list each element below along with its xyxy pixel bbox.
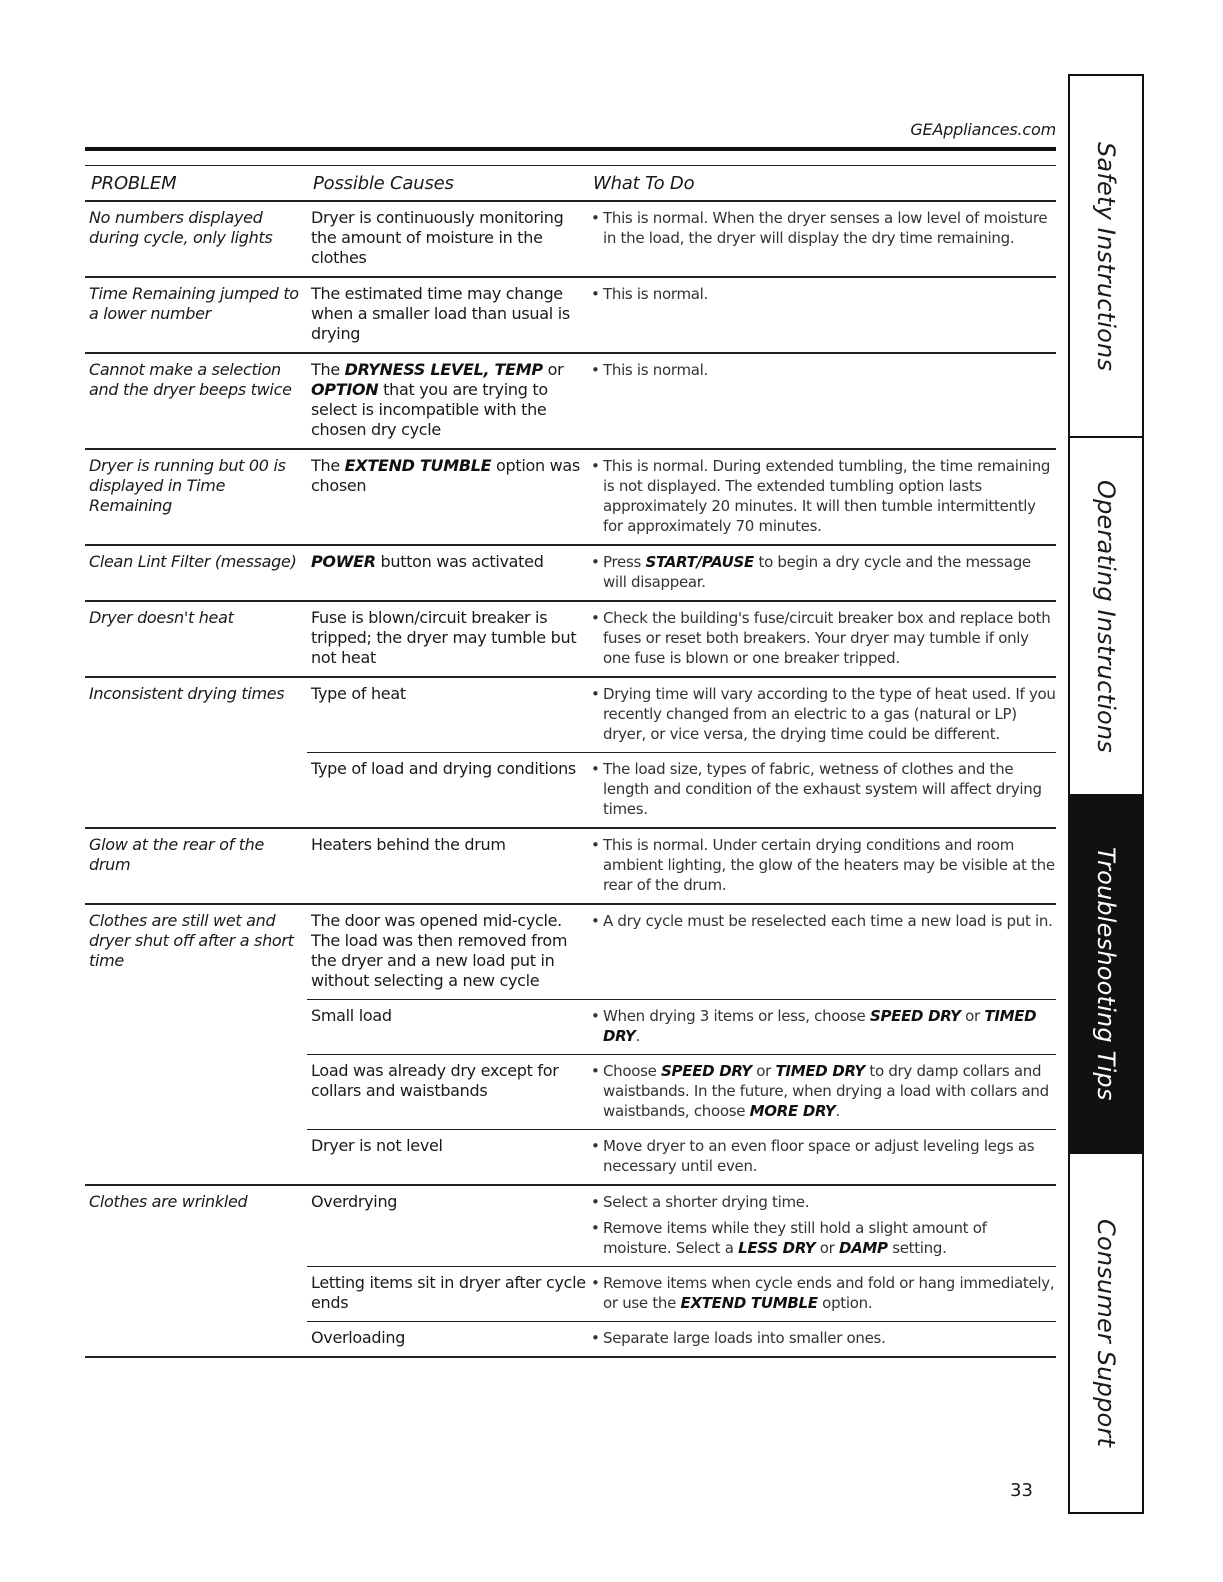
cause-row	[307, 752, 1056, 827]
todo-bullet	[591, 1061, 1056, 1121]
table-body	[85, 202, 1056, 1358]
emphasis-text: OPTION	[311, 380, 379, 399]
cause-cell: Fuse is blown/circuit breaker is tripped; the dryer may tumble but not heat	[311, 608, 577, 667]
table-row	[85, 278, 1056, 354]
plain-text: or	[751, 1062, 776, 1080]
causes-column	[307, 546, 1056, 600]
plain-text: or	[542, 360, 564, 379]
plain-text: or	[815, 1239, 839, 1257]
tab-safety-instructions[interactable]	[1070, 76, 1142, 438]
problem-cell: Dryer doesn't heat	[89, 608, 234, 627]
emphasis-text: DRYNESS LEVEL, TEMP	[344, 360, 543, 379]
cause-row	[307, 1266, 1056, 1321]
cause-row	[307, 546, 1056, 600]
tab-operating-instructions[interactable]	[1070, 438, 1142, 794]
cause-row	[307, 999, 1056, 1054]
table-row	[85, 546, 1056, 602]
todo-bullet	[591, 1006, 1056, 1046]
plain-text: Choose	[603, 1062, 662, 1080]
cause-row	[307, 905, 1056, 999]
plain-text: When drying 3 items or less, choose	[603, 1007, 870, 1025]
cause-row	[307, 202, 1056, 276]
table-row	[85, 1186, 1056, 1358]
todo-bullet	[591, 1218, 1056, 1258]
emphasis-text: DAMP	[838, 1239, 888, 1257]
problem-cell: Dryer is running but 00 is displayed in Time Remaining	[89, 456, 286, 515]
emphasis-text: EXTEND TUMBLE	[680, 1294, 818, 1312]
causes-column	[307, 1186, 1056, 1356]
todo-bullet: • Move dryer to an even floor space or adjust leveling legs as necessary until even.	[591, 1136, 1056, 1176]
todo-bullet: • This is normal. When the dryer senses a low level of moisture in the load, the dryer will display the dry time remaining.	[591, 208, 1056, 248]
plain-text: Press	[603, 553, 646, 571]
cause-cell: Type of load and drying conditions	[311, 759, 576, 778]
todo-cell	[587, 546, 1056, 600]
emphasis-text: LESS DRY	[738, 1239, 816, 1257]
tab-label: Operating Instructions	[1092, 479, 1120, 753]
causes-column	[307, 602, 1056, 676]
emphasis-text: TIMED DRY	[603, 1007, 1037, 1045]
todo-cell	[587, 1267, 1056, 1321]
todo-bullet: • This is normal.	[591, 284, 1056, 304]
plain-text: Remove items when cycle ends and fold or hang immediately, or use the	[603, 1274, 1055, 1312]
cause-row	[307, 450, 1056, 544]
plain-text: The	[311, 456, 345, 475]
emphasis-text: TIMED DRY	[775, 1062, 865, 1080]
cause-row	[307, 278, 1056, 352]
cause-cell: Small load	[311, 1006, 392, 1025]
causes-column	[307, 678, 1056, 827]
problem-cell: Time Remaining jumped to a lower number	[89, 284, 299, 323]
table-row	[85, 450, 1056, 546]
plain-text: that you are trying to select is incompatible with the chosen dry cycle	[311, 380, 548, 439]
cause-row	[307, 602, 1056, 676]
header-rule	[85, 147, 1056, 151]
todo-cell	[587, 905, 1056, 999]
table-row	[85, 678, 1056, 829]
table-row	[85, 354, 1056, 450]
causes-column	[307, 450, 1056, 544]
plain-text: button was activated	[375, 552, 544, 571]
cause-cell: Overdrying	[311, 1192, 398, 1211]
problem-cell: Inconsistent drying times	[89, 684, 285, 703]
table-row	[85, 202, 1056, 278]
emphasis-text: START/PAUSE	[645, 553, 755, 571]
cause-cell	[307, 354, 587, 448]
causes-column	[307, 905, 1056, 1184]
emphasis-text: SPEED DRY	[869, 1007, 961, 1025]
causes-column	[307, 354, 1056, 448]
todo-cell	[587, 202, 1056, 276]
causes-column	[307, 202, 1056, 276]
table-row	[85, 829, 1056, 905]
tab-label: Safety Instructions	[1092, 142, 1120, 372]
table-row	[85, 905, 1056, 1186]
problem-cell: No numbers displayed during cycle, only lights	[89, 208, 273, 247]
todo-bullet: • Separate large loads into smaller ones.	[591, 1328, 1056, 1348]
cause-row	[307, 829, 1056, 903]
plain-text: Select a shorter drying time.	[603, 1193, 810, 1211]
todo-cell	[587, 829, 1056, 903]
cause-cell: The estimated time may change when a smaller load than usual is drying	[311, 284, 570, 343]
cause-cell: Heaters behind the drum	[311, 835, 506, 854]
cause-row	[307, 678, 1056, 752]
emphasis-text: POWER	[311, 552, 376, 571]
plain-text: Remove items while they still hold a slight amount of moisture. Select a	[603, 1219, 987, 1257]
plain-text: .	[835, 1102, 840, 1120]
todo-cell	[587, 1186, 1056, 1266]
cause-cell: Overloading	[311, 1328, 406, 1347]
tab-label: Consumer Support	[1092, 1218, 1120, 1448]
cause-row	[307, 1186, 1056, 1266]
todo-bullet	[591, 1192, 1056, 1212]
section-tabs	[1068, 74, 1144, 1514]
cause-row	[307, 1321, 1056, 1356]
plain-text: or	[960, 1007, 985, 1025]
problem-cell: Glow at the rear of the drum	[89, 835, 265, 874]
emphasis-text: SPEED DRY	[661, 1062, 752, 1080]
todo-bullet	[591, 1273, 1056, 1313]
todo-cell	[587, 1130, 1056, 1184]
plain-text: to dry damp collars and waistbands. In the future, when drying a load with collars and waistbands, choose	[603, 1062, 1049, 1120]
plain-text: option.	[817, 1294, 873, 1312]
cause-cell: The door was opened mid-cycle. The load was then removed from the dryer and a new load put in without selecting a new cycle	[311, 911, 568, 990]
todo-cell	[587, 602, 1056, 676]
plain-text: option was chosen	[311, 456, 580, 495]
cause-row	[307, 354, 1056, 448]
plain-text: The	[311, 360, 345, 379]
cause-cell: Dryer is continuously monitoring the amount of moisture in the clothes	[311, 208, 564, 267]
cause-row	[307, 1129, 1056, 1184]
emphasis-text: EXTEND TUMBLE	[344, 456, 492, 475]
header-causes: Possible Causes	[313, 172, 454, 194]
todo-bullet: • Drying time will vary according to the type of heat used. If you recently changed from an electric to a gas (natural or LP) dryer, or vice versa, the drying time could be different.	[591, 684, 1056, 744]
tab-label: Troubleshooting Tips	[1092, 847, 1120, 1101]
todo-cell	[587, 354, 1056, 448]
tab-troubleshooting-tips[interactable]	[1070, 794, 1142, 1154]
causes-column	[307, 829, 1056, 903]
troubleshooting-table	[85, 165, 1056, 1358]
cause-cell	[307, 450, 587, 544]
todo-bullet	[591, 552, 1056, 592]
todo-cell	[587, 450, 1056, 544]
emphasis-text: MORE DRY	[749, 1102, 836, 1120]
todo-cell	[587, 678, 1056, 752]
plain-text: .	[635, 1027, 641, 1045]
problem-cell: Cannot make a selection and the dryer beeps twice	[89, 360, 292, 399]
todo-cell	[587, 1000, 1056, 1054]
plain-text: setting.	[887, 1239, 947, 1257]
plain-text: to begin a dry cycle and the message will disappear.	[603, 553, 1031, 591]
cause-cell: Dryer is not level	[311, 1136, 443, 1155]
todo-bullet: • This is normal.	[591, 360, 1056, 380]
table-header	[85, 165, 1056, 202]
cause-cell: Type of heat	[311, 684, 406, 703]
causes-column	[307, 278, 1056, 352]
cause-cell: Letting items sit in dryer after cycle ends	[311, 1273, 586, 1312]
cause-row	[307, 1054, 1056, 1129]
header-problem: PROBLEM	[91, 172, 177, 194]
todo-cell	[587, 1055, 1056, 1129]
todo-bullet: • The load size, types of fabric, wetness of clothes and the length and condition of the exhaust system will affect drying times.	[591, 759, 1056, 819]
todo-bullet: • This is normal. During extended tumbling, the time remaining is not displayed. The extended tumbling option lasts approximately 20 minutes. It will then tumble intermittently for approximately 70 minutes.	[591, 456, 1056, 536]
cause-cell	[307, 546, 587, 600]
todo-cell	[587, 1322, 1056, 1356]
cause-cell: Load was already dry except for collars and waistbands	[311, 1061, 559, 1100]
site-url: GEAppliances.com	[910, 120, 1056, 139]
problem-cell: Clothes are still wet and dryer shut off after a short time	[89, 911, 294, 970]
problem-cell: Clean Lint Filter (message)	[89, 552, 297, 571]
todo-bullet: • This is normal. Under certain drying conditions and room ambient lighting, the glow of the heaters may be visible at the rear of the drum.	[591, 835, 1056, 895]
todo-cell	[587, 278, 1056, 352]
page-number: 33	[1010, 1480, 1033, 1501]
todo-cell	[587, 753, 1056, 827]
todo-bullet: • A dry cycle must be reselected each time a new load is put in.	[591, 911, 1056, 931]
header-todo: What To Do	[593, 172, 695, 194]
todo-bullet: • Check the building's fuse/circuit breaker box and replace both fuses or reset both breakers. Your dryer may tumble if only one fuse is blown or one breaker tripped.	[591, 608, 1056, 668]
tab-consumer-support[interactable]	[1070, 1154, 1142, 1512]
problem-cell: Clothes are wrinkled	[89, 1192, 248, 1211]
table-row	[85, 602, 1056, 678]
